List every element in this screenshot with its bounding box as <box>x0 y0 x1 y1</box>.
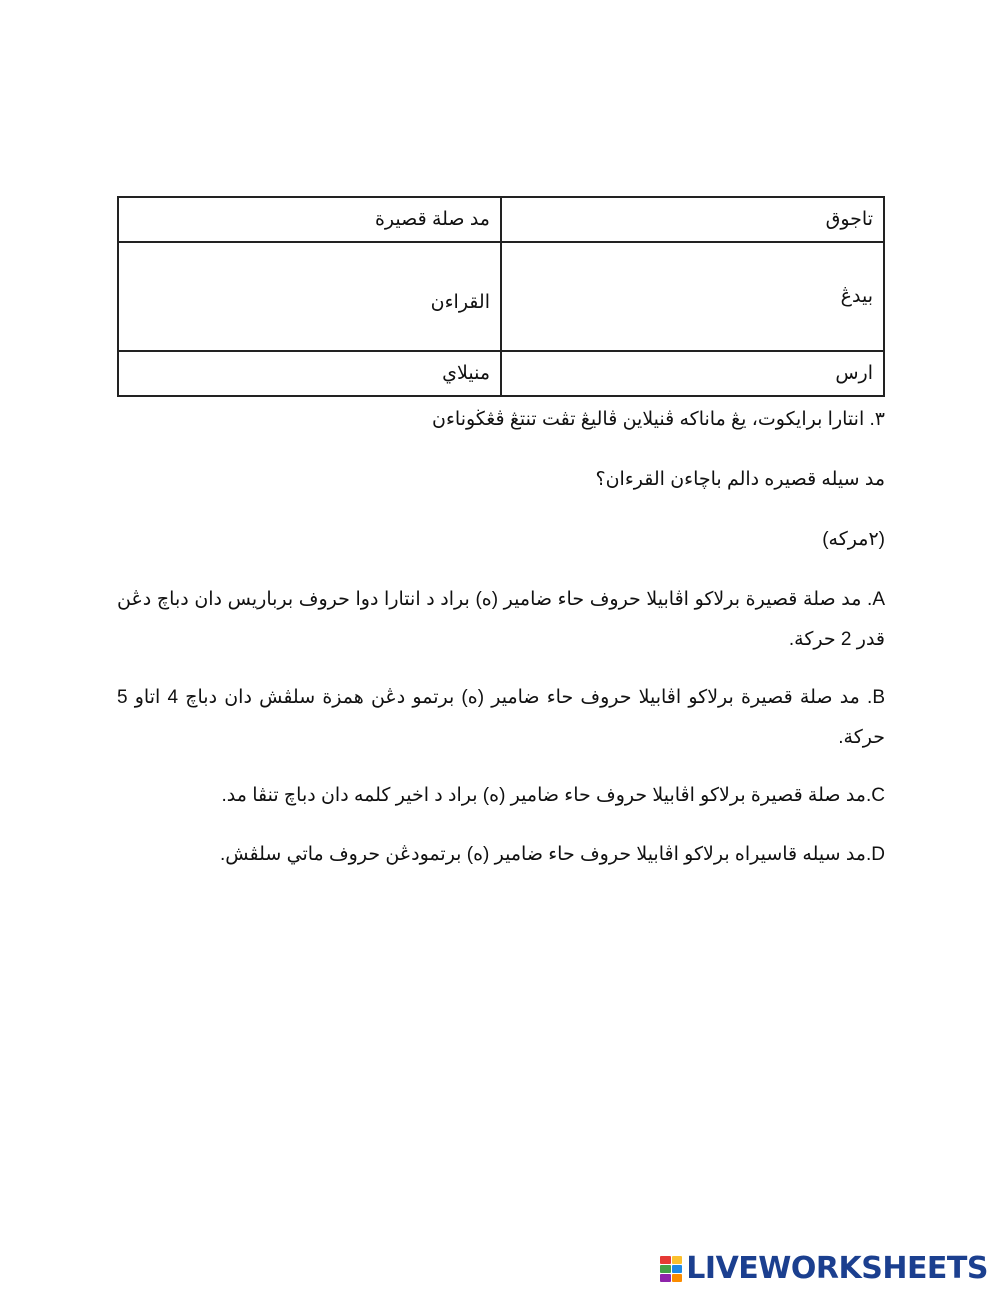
option-b[interactable]: B. مد صلة قصيرة برلاكو اڤابيلا حروف حاء ضامير (ه) برتمو دڠن همزة سلڤش دان دباچ 4 اتاو 5 حركة. <box>117 687 885 748</box>
table-cell-value: مد صلة قصيرة <box>118 197 501 242</box>
table-cell-term: ارس <box>501 351 884 396</box>
mad-table <box>117 196 885 397</box>
question-marks: (٢مركه) <box>822 529 885 550</box>
table-row <box>118 242 884 351</box>
logo-blocks-icon <box>660 1256 682 1282</box>
option-c[interactable]: C.مد صلة قصيرة برلاكو اڤابيلا حروف حاء ضامير (ه) براد د اخير كلمه دان دباچ تنڤا مد. <box>221 785 885 806</box>
question-subheading: مد سيله قصيره دالم باچاءن القرءان؟ <box>595 469 885 490</box>
table-cell-value: منيلاي <box>118 351 501 396</box>
option-d[interactable]: D.مد سيله قاسيراه برلاكو اڤابيلا حروف حاء ضامير (ه) برتمودڠن حروف ماتي سلڤش. <box>220 844 885 865</box>
table-cell-term: تاجوق <box>501 197 884 242</box>
table-cell-term: بيدڠ <box>501 242 884 351</box>
table-cell-value: القراءن <box>118 242 501 351</box>
table-row <box>118 351 884 396</box>
logo-text: LIVEWORKSHEETS <box>686 1251 988 1286</box>
table-row <box>118 197 884 242</box>
liveworksheets-logo <box>660 1252 988 1286</box>
option-a[interactable]: A. مد صلة قصيرة برلاكو اڤابيلا حروف حاء ضامير (ه) براد د انتارا دوا حروف برباريس دان دباچ دڠن قدر 2 حركة. <box>117 589 885 650</box>
question-heading: ٣. انتارا برايكوت، يڠ ماناكه ڤنيلاين ڤاليڠ تڤت تنتڠ ڤڠڬوناءن <box>432 409 885 430</box>
